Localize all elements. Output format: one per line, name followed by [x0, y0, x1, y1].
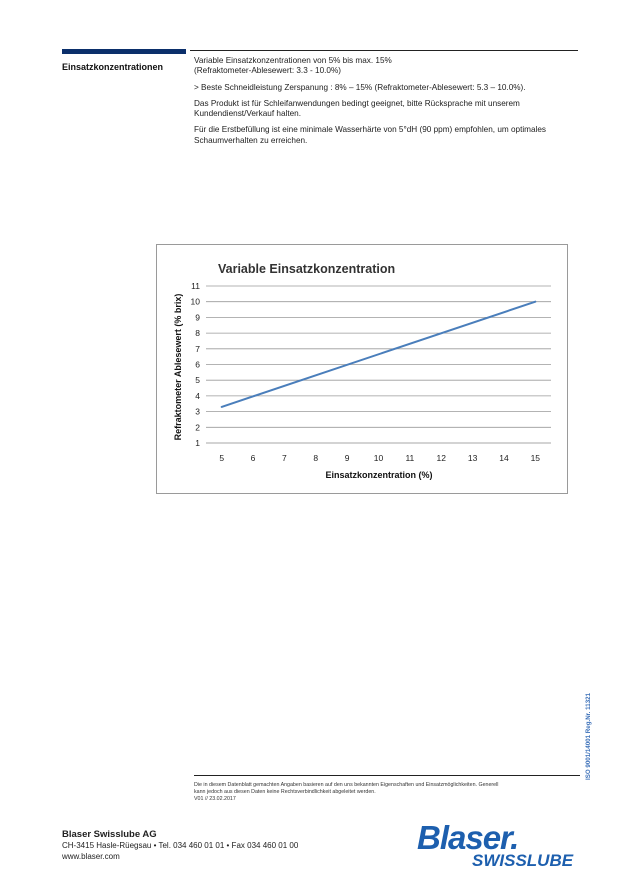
chart-y-tick-label: 3	[195, 406, 200, 417]
disclaimer-line1: Die in diesem Datenblatt gemachten Angaben basieren auf den uns bekannten Eigenschaften und Einsatzmöglichkeiten. Generell	[194, 782, 499, 788]
iso-certification: ISO 9001/14001 Reg.Nr. 11321	[585, 692, 592, 780]
version-date: V01 // 23.02.2017	[194, 795, 236, 802]
chart-gridlines	[206, 286, 551, 443]
paragraph-concentration-line1: Variable Einsatzkonzentrationen von 5% bis max. 15%	[194, 56, 392, 65]
logo-word-blaser: Blaser.	[417, 819, 519, 856]
chart-x-tick-label: 15	[530, 453, 541, 463]
footer-disclaimer	[194, 782, 580, 802]
chart-x-tick-label: 5	[219, 453, 225, 463]
chart-x-tick-label: 8	[313, 453, 319, 463]
company-address: CH-3415 Hasle-Rüegsau • Tel. 034 460 01 01 • Fax 034 460 01 00	[62, 841, 299, 850]
chart-x-tick-label: 7	[282, 453, 287, 463]
chart-y-tick-label: 10	[190, 296, 200, 307]
chart-y-tick-label: 5	[195, 375, 200, 386]
chart-y-tick-label: 4	[195, 390, 200, 401]
paragraph-water-hardness: Für die Erstbefüllung ist eine minimale Wasserhärte von 5°dH (90 ppm) empfohlen, um optimales Schaumverhalten zu erreichen.	[194, 125, 547, 145]
concentration-chart	[156, 244, 568, 494]
chart-x-tick-label: 9	[344, 453, 350, 463]
company-name: Blaser Swisslube AG	[62, 829, 157, 840]
paragraph-concentration	[194, 56, 580, 77]
chart-svg	[157, 245, 567, 493]
chart-y-ticks	[191, 281, 201, 448]
chart-y-tick-label: 1	[195, 438, 200, 448]
chart-y-tick-label: 9	[195, 312, 200, 323]
paragraph-best-performance: > Beste Schneidleistung Zerspanung : 8% – 15% (Refraktometer-Ablesewert: 5.3 – 10.0%).	[194, 82, 526, 92]
chart-x-tick-label: 12	[436, 453, 446, 463]
chart-x-axis-label: Einsatzkonzentration (%)	[325, 470, 433, 480]
chart-y-axis-label: Refraktometer Ablesewert (% brix)	[173, 293, 183, 441]
chart-x-tick-label: 11	[405, 453, 415, 463]
chart-title: Variable Einsatzkonzentration	[218, 262, 396, 276]
chart-y-tick-label: 2	[195, 422, 200, 433]
section-accent-bar	[62, 49, 186, 54]
company-info	[62, 828, 298, 862]
chart-x-tick-label: 14	[499, 453, 509, 463]
company-website: www.blaser.com	[62, 851, 120, 861]
chart-y-tick-label: 8	[195, 328, 200, 339]
chart-x-ticks	[219, 453, 540, 463]
paragraph-grinding: Das Produkt ist für Schleifanwendungen bedingt geeignet, bitte Rücksprache mit unserem Kundendienst/Verkauf halten.	[194, 98, 520, 119]
blaser-swisslube-logo	[414, 816, 576, 872]
chart-y-tick-label: 6	[195, 359, 200, 370]
section-label: Einsatzkonzentrationen	[62, 62, 164, 72]
paragraph-concentration-line2: (Refraktometer-Ablesewert: 3.3 - 10.0%)	[194, 66, 341, 76]
section-body	[194, 56, 580, 152]
chart-x-tick-label: 10	[373, 453, 384, 463]
footer-divider	[194, 775, 580, 776]
chart-y-tick-label: 7	[195, 343, 200, 354]
disclaimer-line2: kann jedoch aus diesen Daten keine Rechtsverbindlichkeit abgeleitet werden.	[194, 788, 376, 795]
chart-x-tick-label: 13	[467, 453, 478, 463]
chart-x-tick-label: 6	[250, 453, 256, 463]
chart-y-tick-label: 11	[191, 281, 200, 291]
logo-word-swisslube: SWISSLUBE	[472, 851, 574, 870]
section-divider	[190, 50, 578, 51]
